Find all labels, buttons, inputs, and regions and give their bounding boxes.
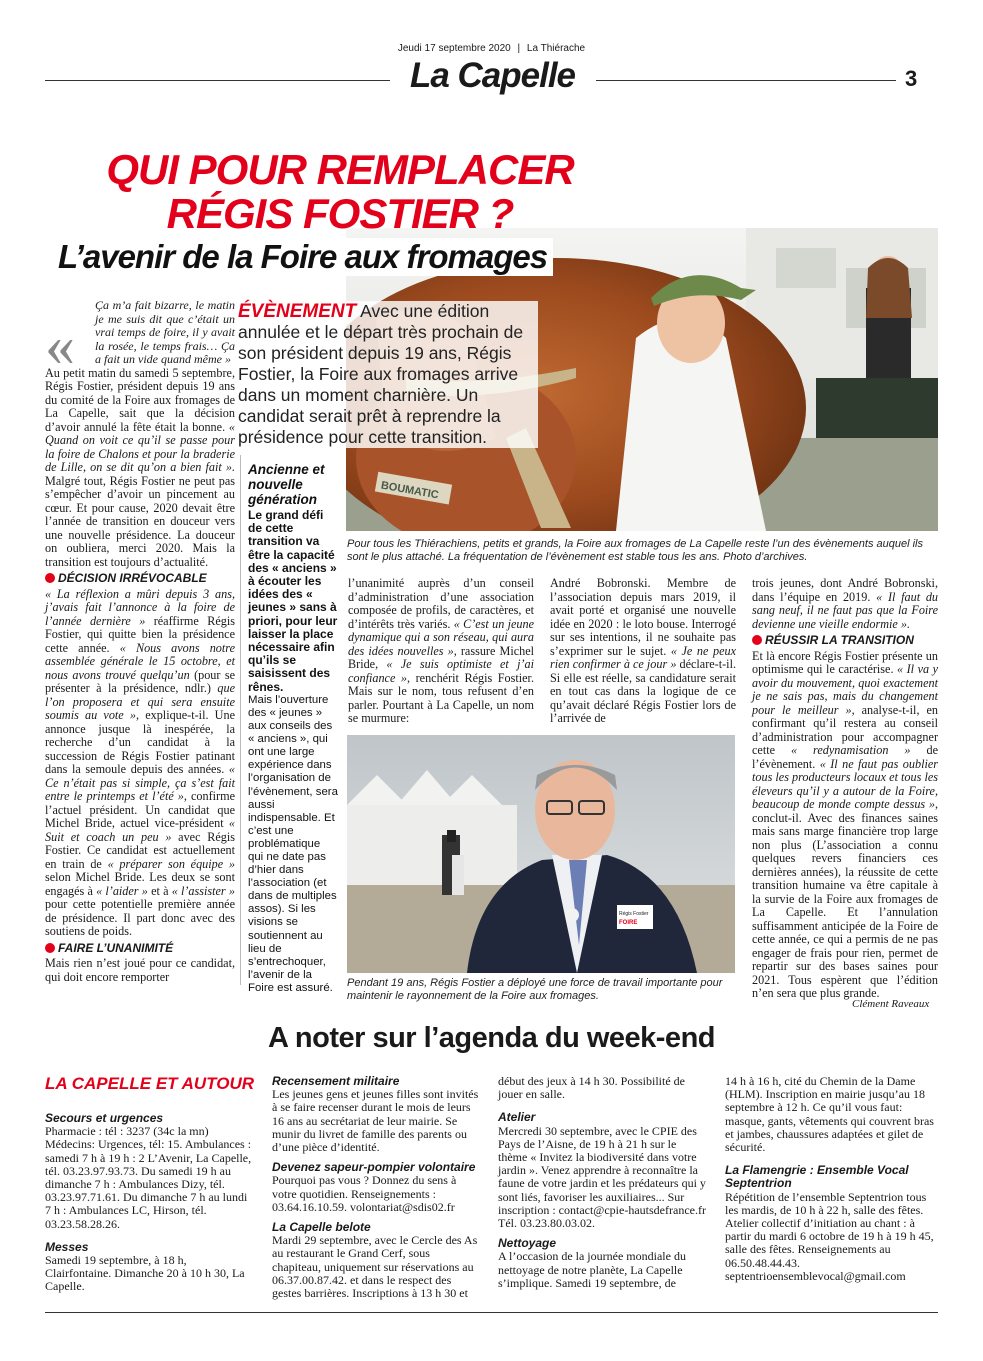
agenda-heading: Recensement militaire: [272, 1074, 400, 1088]
article-column-4: André Bobronski. Membre de l’association depuis mars 2019, il avait porté et organisé une nouvelle idée en 2020 : le loto bouse. Interrogé sur ses intentions, il ne souhaite pas s’exprimer sur le sujet. « Je ne peux rien confirmer à ce jour » déclare-t-il. Si elle est réelle, sa candidature serait en tout cas dans la logique de ce qu’avait déclaré Régis Fostier lors de l’arrivée de: [550, 576, 736, 725]
lead-paragraph: [238, 301, 538, 448]
col1-paragraph-1: Au petit matin du samedi 5 septembre, Régis Fostier, président depuis 19 ans du comité de la Foire aux fromages de La Capelle, sait que la décision d’avoir annulé la fête était la bonne. « Quand on voit ce qu’il se passe pour la foire de Chalons et pour la braderie de Lille, on se dit qu’on a bien fait ». Malgré tout, Régis Fostier ne peut pas s’empêcher d’avoir un pincement au cœur. Et pour cause, 2020 devait être l’année de transition en douceur vers une nouvelle présidence. La douceur on oubliera, merci 2020. Mais la transition est toujours d’actualité.: [45, 365, 235, 569]
article-column-1: [45, 299, 235, 984]
agenda-text: Pourquoi pas vous ? Donnez du sens à votre quotidien. Renseignements : 03.64.16.10.59. volontariat@sdis02.fr: [272, 1173, 457, 1214]
agenda-heading: La Flamengrie : Ensemble Vocal Septentrion: [725, 1163, 909, 1191]
lead-text: Avec une édition annulée et le départ très prochain de son président depuis 19 ans, Régis Fostier, la Foire aux fromages arrive dans un moment charnière. Un candidat serait prêt à reprendre la présidence pour cette transition.: [238, 301, 524, 447]
intro-quote: Ça m’a fait bizarre, le matin je me suis dit que c’était un vrai temps de foire, il y avait la rosée, le temps frais… Ça a fait un vide quand même »: [95, 298, 235, 366]
quote-mark: «: [45, 312, 75, 378]
agenda-column-3: [498, 1075, 706, 1290]
footer-rule: [45, 1312, 938, 1313]
badge-name: Régis Fostier: [619, 911, 649, 917]
agenda-column-2: [272, 1075, 480, 1300]
page-number: 3: [905, 66, 918, 91]
sidebox-title: Ancienne et nouvelle génération: [248, 462, 325, 507]
header-rule-right: [596, 80, 896, 81]
agenda-text: Mardi 29 septembre, avec le Cercle des As au restaurant le Grand Cerf, sous chapiteau, uniquement sur réservations au 06.37.00.87.42. et dans le respect des gestes barrières. Inscriptions à 13 h 30 et: [272, 1233, 478, 1301]
agenda-heading: Nettoyage: [498, 1236, 557, 1251]
paper-name: La Thiérache: [526, 43, 586, 54]
subheadline: L’avenir de la Foire aux fromages: [58, 238, 553, 276]
separator: |: [517, 43, 521, 54]
article-column-5: trois jeunes, dont André Bobronski, dans l’équipe en 2019. « Il faut du sang neuf, il ne faut pas que la Foire devienne une vieille endormie ». RÉUSSIR LA TRANSITION Et là encore Régis Fostier présente un optimisme qui le caractérise. « Il va y avoir du mouvement, quoi exactement je ne sais pas, mais du changement pour le meilleur », analyse-t-il, en confirmant qu’il restera au conseil d’administration pour accompagner cette « redynamisation » de l’évènement. « Il ne faut pas oublier tous les producteurs locaux et tous les éleveurs qu’il y a autour de la Foire, beaucoup de monde compte dessus », conclut-il. Avec des finances saines mais sans marge financière trop large non plus (L’association a connu quelques revers financiers ces dernières années), la réussite de cette transition humaine va être capitale à la survie de la Foire aux fromages de La Capelle. Et l’annulation suffisamment anticipée de la Foire de cette année, ce qui a permis de ne pas engager de frais pour rien, permet de repartir sur des bases saines pour 2021. Tous espèrent que l’édition n’en sera que plus grande.: [752, 576, 939, 1000]
agenda-text: Pharmacie : tél : 3237 (34c la mn) Médecins: Urgences, tél: 15. Ambulances : samedi 7 h à 19 h : 2 L’Avenir, La Capelle, tél. 03.23.97.93.73. Du samedi 19 h au dimanche 7 h : Ambulances Dizy, tél. 03.23.97.71.61. Du dimanche 7 h au lundi 7 h : Ambulances LC, Hirson, tél. 03.23.58.28.26.: [45, 1124, 252, 1231]
sidebox: [248, 462, 338, 995]
agenda-text: Samedi 19 septembre, à 18 h, Clairfontaine. Dimanche 20 à 10 h 30, La Capelle.: [45, 1253, 245, 1294]
lead-keyword: ÉVÈNEMENT: [238, 301, 357, 322]
photo-regis-image: [347, 735, 735, 973]
agenda-heading: Devenez sapeur-pompier volontaire: [272, 1160, 476, 1175]
sidebox-text: Mais l’ouverture des « jeunes » aux conseils des « anciens », qui ont une large expérience dans l’organisation de l’évènement, sera aussi indispensable. Et c’est une problématique qui ne date pas d’hier dans l’association (et dans de multiples assos). Si les visions se soutiennent au lieu de s’entrechoquer, l’avenir de la Foire est assuré.: [248, 693, 338, 994]
sidebox-bold: Le grand défi de cette transition va être la capacité des « anciens » à écouter les idées des « jeunes » sans à priori, pour leur laisser la place nécessaire afin qu’ils se saisissent des rênes.: [248, 508, 338, 694]
bullet-dot: [45, 573, 55, 583]
agenda-heading: Messes: [45, 1239, 89, 1254]
agenda-title: A noter sur l’agenda du week-end: [267, 1022, 715, 1054]
agenda-heading: La Capelle belote: [272, 1220, 371, 1235]
section-town: La Capelle: [409, 56, 576, 95]
author-signature: Clément Raveaux: [852, 998, 930, 1010]
photo1-caption: Pour tous les Thiérachiens, petits et grands, la Foire aux fromages de La Capelle reste l’un des évènements auquel ils sont le plus attaché. La fréquentation de l’évènement est stable tous les ans. Photo d’archives.: [347, 538, 923, 563]
dateline: [0, 43, 983, 54]
photo-regis-fostier: [347, 735, 735, 973]
agenda-heading: Secours et urgences: [45, 1111, 164, 1125]
bullet-dot: [752, 635, 762, 645]
agenda-text: A l’occasion de la journée mondiale du nettoyage de notre planète, La Capelle s’implique. Samedi 19 septembre, de: [498, 1249, 686, 1290]
sidebox-divider: [240, 455, 241, 985]
col1-paragraph-2: « La réflexion a mûri depuis 3 ans, j’avais fait l’annonce à la foire de l’année dernière » réaffirme Régis Fostier, qui quitte bien la présidence cette année. « Nous avons notre assemblée générale le 15 octobre, et nous avons trouvé quelqu’un (pour se présenter à la présidence, ndlr.) que l’on proposera et qui sera ensuite soumis au vote », explique-t-il. Une annonce jusque là inespérée, la recherche d’un candidat à la succession de Régis Fostier patinant dans la semoule depuis des années. « Ce n’était pas si simple, ça s’est fait entre le printemps et l’été », confirme l’actuel président. Un candidat que Michel Bride, actuel vice-président « Suit et coach un peu » avec Régis Fostier. Ce candidat est actuellement en train de « préparer son équipe » selon Michel Bride. Les deux se sont engagés à « l’aider » et à « l’assister » pour cette potentielle première année de présidence. Il part donc avec des soutiens de poids.: [45, 586, 235, 938]
bullet-dot: [45, 943, 55, 953]
subhead-reussir: RÉUSSIR LA TRANSITION: [752, 634, 938, 648]
agenda-text: Répétition de l’ensemble Septentrion tous les mardis, de 10 h à 22 h, salle des fêtes. Atelier collectif d’initiation au chant : à partir du mardi 6 octobre de 19 h à 19 h 45, salle des fêtes. Renseignements au 06.50.48.44.43. septentrioensemblevocal@gmail.com: [725, 1189, 934, 1283]
badge-foire: FOIRE: [619, 920, 638, 926]
col1-paragraph-3: Mais rien n’est joué pour ce candidat, qui doit encore remporter: [45, 956, 235, 984]
article-column-3: l’unanimité auprès d’un conseil d’administration d’une association composée de profils, de caractères, et d’intérêts très variés. « C’est un jeune dynamique qui a son réseau, qui aura des idées nouvelles », rassure Michel Bride, « Je suis optimiste et j’ai confiance », renchérit Régis Fostier. Mais sur le nom, tous refusent d’en parler. Pourtant à La Capelle, un nom se murmure:: [348, 576, 535, 725]
agenda-column-1: [45, 1112, 253, 1294]
subhead-decision: DÉCISION IRRÉVOCABLE: [45, 572, 235, 586]
date: Jeudi 17 septembre 2020: [397, 43, 511, 54]
subhead-unanimite: FAIRE L’UNANIMITÉ: [45, 942, 235, 956]
agenda-column-4: [725, 1075, 937, 1283]
agenda-heading: Atelier: [498, 1110, 536, 1125]
headline-line2: RÉGIS FOSTIER ?: [166, 190, 514, 237]
photo2-caption: Pendant 19 ans, Régis Fostier a déployé une force de travail importante pour maintenir le rayonnement de la Foire aux fromages.: [347, 977, 723, 1002]
halter-text: BOUMATIC: [379, 479, 440, 502]
headline-line1: QUI POUR REMPLACER: [106, 146, 574, 193]
agenda-text: 14 h à 16 h, cité du Chemin de la Dame (HLM). Inscription en mairie jusqu’au 18 septembre à 12 h. Ce qu’il vous faut: masque, gants, vêtements qui couvrent bras et jambes, chaussures adaptées et gilet de sécurité.: [725, 1074, 934, 1155]
agenda-text: Les jeunes gens et jeunes filles sont invités à se faire recenser durant le mois de leurs 16 ans au secrétariat de leur mairie. Se munir du livret de famille des parents ou d’une pièce d’identité.: [272, 1087, 479, 1155]
agenda-text: début des jeux à 14 h 30. Possibilité de jouer en salle.: [498, 1074, 685, 1102]
header-rule-left: [45, 80, 390, 81]
agenda-text: Mercredi 30 septembre, avec le CPIE des Pays de l’Aisne, de 19 h à 21 h sur le thème « Invitez la biodiversité dans votre jardin ». Venez apprendre à reconnaître la faune de votre jardin et les prédateurs qui y sont liés, favoriser les auxiliaires... Sur inscription : contact@cpie-hautsdefrance.fr Tél. 03.23.80.03.02.: [498, 1123, 706, 1231]
agenda-section: LA CAPELLE ET AUTOUR: [45, 1074, 255, 1093]
